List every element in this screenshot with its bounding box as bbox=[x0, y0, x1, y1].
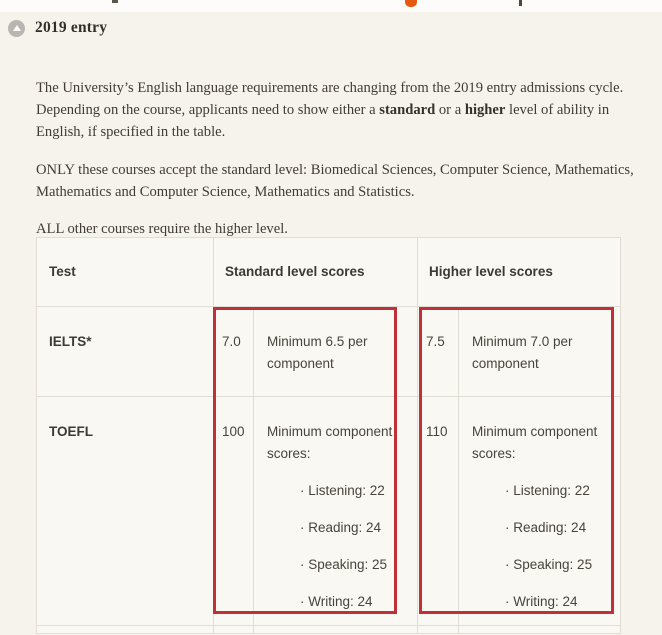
header-higher-level: Higher level scores bbox=[418, 238, 621, 307]
text-fragment bbox=[112, 0, 118, 3]
intro-text: or a bbox=[435, 101, 465, 118]
component-scores-intro: Minimum component scores: bbox=[267, 424, 393, 461]
higher-courses-paragraph: ALL other courses require the higher level. bbox=[36, 220, 288, 237]
list-item: · Writing: 24 bbox=[505, 591, 608, 613]
intro-text: level of ability in English, if specified in the table. bbox=[36, 101, 610, 140]
cutoff-text-strip bbox=[0, 0, 662, 12]
cell-toefl-name: TOEFL bbox=[37, 397, 214, 626]
list-item: · Speaking: 25 bbox=[300, 554, 405, 576]
component-score-list bbox=[505, 480, 608, 613]
list-item: · Listening: 22 bbox=[300, 480, 405, 502]
higher-emphasis: higher bbox=[464, 101, 506, 118]
list-item: · Writing: 24 bbox=[300, 591, 405, 613]
cell-toefl-higher-detail bbox=[459, 397, 621, 626]
list-item: · Reading: 24 bbox=[505, 517, 608, 539]
cell-ielts-higher-detail: Minimum 7.0 per component bbox=[459, 307, 621, 397]
collapse-triangle-up-icon[interactable] bbox=[8, 20, 25, 37]
cell-ielts-name: IELTS* bbox=[37, 307, 214, 397]
list-item: · Reading: 24 bbox=[300, 517, 405, 539]
table-row-toefl bbox=[37, 397, 621, 626]
intro-text: The University’s English language requirements are changing from the 2019 entry admissions cycle. Depending on the course, applicants need to show either a bbox=[36, 79, 624, 118]
accordion-section-header[interactable] bbox=[8, 19, 107, 37]
component-scores-intro: Minimum component scores: bbox=[472, 424, 598, 461]
header-standard-level: Standard level scores bbox=[214, 238, 418, 307]
link-text-fragment bbox=[405, 0, 417, 7]
component-score-list bbox=[300, 480, 405, 613]
list-item: · Speaking: 25 bbox=[505, 554, 608, 576]
language-requirements-table bbox=[36, 237, 621, 634]
standard-courses-paragraph: ONLY these courses accept the standard level: Biomedical Sciences, Computer Science, Mathematics, Mathematics and Computer Science, Mathematics and Statistics. bbox=[36, 161, 634, 200]
table-header-row bbox=[37, 238, 621, 307]
header-test: Test bbox=[37, 238, 214, 307]
text-fragment bbox=[519, 0, 522, 6]
cell-toefl-standard-score: 100 bbox=[214, 397, 254, 626]
table-row-ielts bbox=[37, 307, 621, 397]
cell-ielts-standard-detail: Minimum 6.5 per component bbox=[254, 307, 418, 397]
cell-ielts-higher-score: 7.5 bbox=[418, 307, 459, 397]
section-title: 2019 entry bbox=[35, 19, 108, 36]
cell-toefl-standard-detail bbox=[254, 397, 418, 626]
cell-ielts-standard-score: 7.0 bbox=[214, 307, 254, 397]
list-item: · Listening: 22 bbox=[505, 480, 608, 502]
cell-toefl-higher-score: 110 bbox=[418, 397, 459, 626]
standard-emphasis: standard bbox=[379, 101, 436, 118]
intro-paragraph bbox=[36, 77, 648, 143]
table-row-partial bbox=[37, 626, 621, 634]
